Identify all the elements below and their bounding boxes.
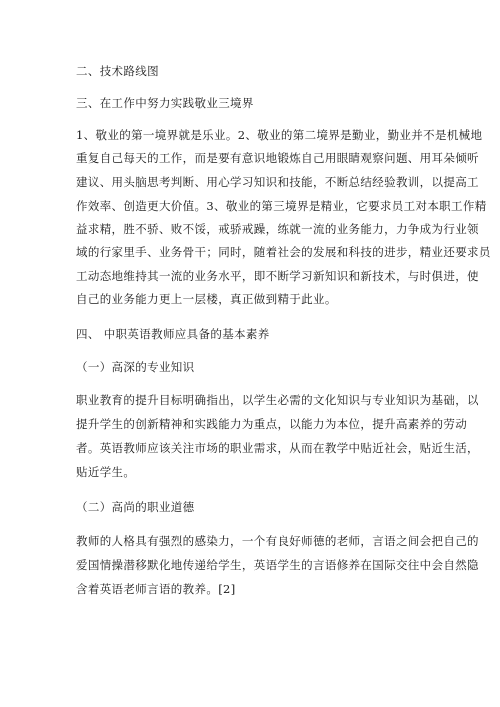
paragraph-line: 提升学生的创新精神和实践能力为重点，以能力为本位，提升高素养的劳动 [76, 417, 468, 431]
section-heading-2: 二、技术路线图 [76, 64, 159, 78]
paragraph-line: 职业教育的提升目标明确指出，以学生必需的文化知识与专业知识为基础，以 [76, 393, 479, 407]
paragraph-line: 贴近学生。 [76, 465, 136, 479]
paragraph-line: 益求精，胜不骄、败不馁，戒骄戒躁，练就一流的业务能力，力争成为行业领 [76, 222, 479, 236]
paragraph-line: 爱国情操潜移默化地传递给学生，英语学生的言语修养在国际交往中会自然隐 [76, 558, 479, 572]
paragraph-line: 教师的人格具有强烈的感染力，一个有良好师德的老师，言语之间会把自己的 [76, 534, 479, 548]
section-heading-4: 四、 中职英语教师应具备的基本素养 [76, 327, 270, 341]
paragraph-line: 建议、用头脑思考判断、用心学习知识和技能，不断总结经验教训，以提高工 [76, 175, 479, 189]
paragraph-line: 者。英语教师应该关注市场的职业需求，从而在教学中贴近社会，贴近生活， [76, 441, 479, 455]
paragraph-line: 含着英语老师言语的教养。[2] [76, 582, 236, 596]
paragraph-line: 工动态地维持其一流的业务水平，即不断学习新知识和新技术，与时俱进，使 [76, 269, 479, 283]
paragraph-line: 1、敬业的第一境界就是乐业。2、敬业的第二境界是勤业，勤业并不是机械地 [76, 128, 483, 142]
paragraph-line: 自己的业务能力更上一层楼，真正做到精于此业。 [76, 292, 337, 306]
paragraph-line: 作效率、创造更大价值。3、敬业的第三境界是精业，它要求员工对本职工作精 [76, 199, 487, 213]
paragraph-line: 重复自己每天的工作，而是要有意识地锻炼自己用眼睛观察问题、用耳朵倾听 [76, 151, 479, 165]
paragraph-line: 域的行家里手、业务骨干；同时，随着社会的发展和科技的进步，精业还要求员 [76, 245, 491, 259]
subheading-professional-knowledge: （一）高深的专业知识 [76, 360, 195, 374]
section-heading-3: 三、在工作中努力实践敬业三境界 [76, 96, 254, 110]
subheading-professional-ethics: （二）高尚的职业道德 [76, 500, 195, 514]
